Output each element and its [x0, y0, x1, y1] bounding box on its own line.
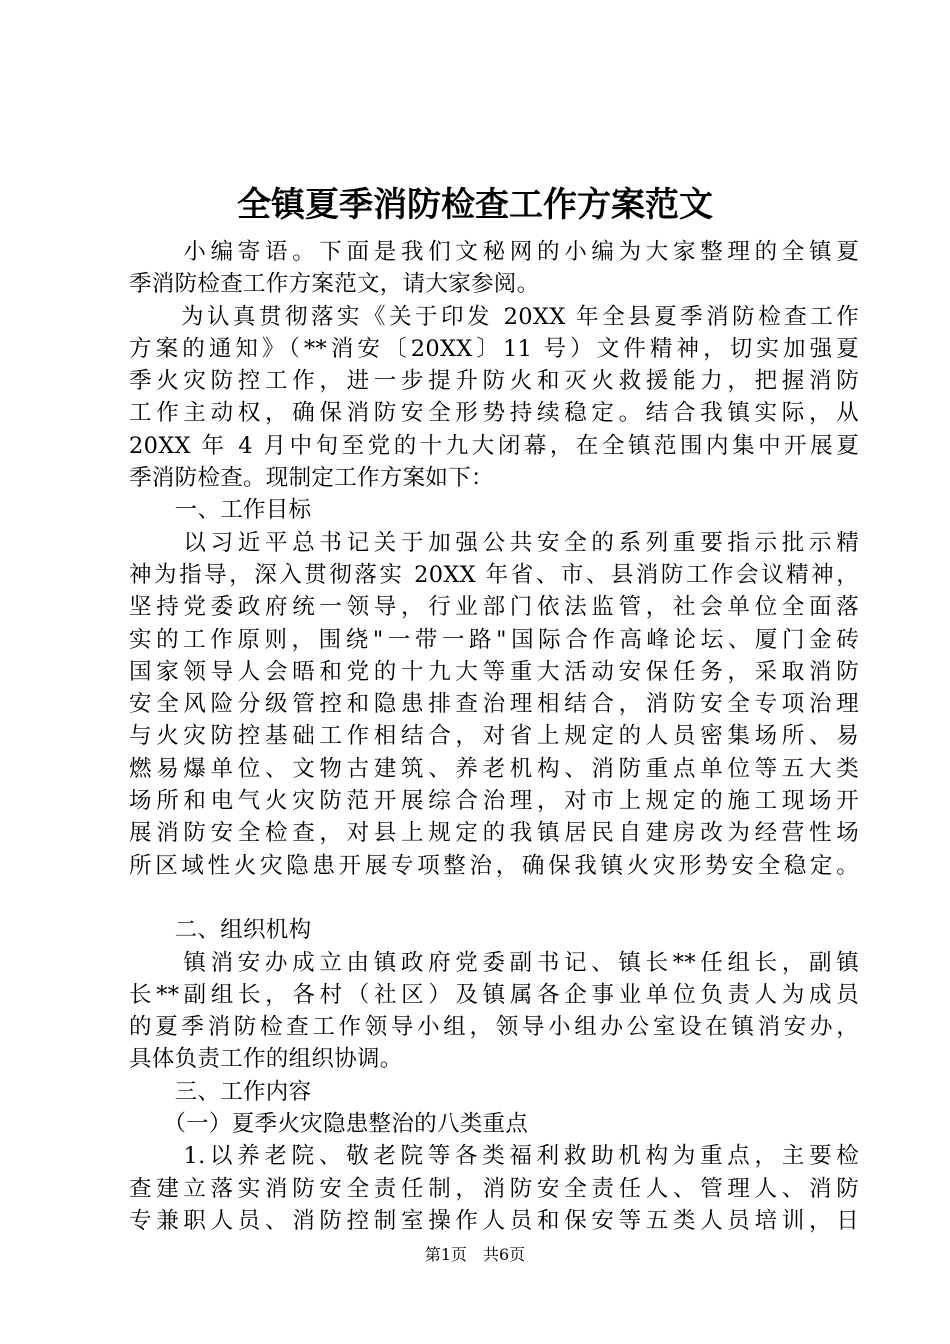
body-text-line: 季火灾防控工作，进一步提升防火和灭火救援能力，把握消防 [129, 368, 859, 395]
body-text-line: 场所和电气火灾防范开展综合治理，对市上规定的施工现场开 [129, 788, 859, 815]
body-text-line: 的夏季消防检查工作领导小组，领导小组办公室设在镇消安办， [129, 1014, 859, 1041]
body-text-line: 专兼职人员、消防控制室操作人员和保安等五类人员培训，日 [129, 1207, 859, 1234]
body-text-line: 方案的通知》（**消安〔20XX〕11 号）文件精神，切实加强夏 [129, 335, 859, 362]
body-text-line: 季消防检查工作方案范文，请大家参阅。 [129, 271, 540, 298]
body-text-line: 燃易爆单位、文物古建筑、养老机构、消防重点单位等五大类 [129, 755, 859, 782]
body-text-line: 为认真贯彻落实《关于印发 20XX 年全县夏季消防检查工作 [129, 303, 859, 330]
body-text-line: 一、工作目标 [129, 497, 312, 524]
body-text-line: 小编寄语。下面是我们文秘网的小编为大家整理的全镇夏 [129, 239, 859, 265]
body-text-line: 与火灾防控基础工作相结合，对省上规定的人员密集场所、易 [129, 723, 859, 750]
body-text-line: 工作主动权，确保消防安全形势持续稳定。结合我镇实际，从 [129, 400, 859, 427]
body-text-line: 具体负责工作的组织协调。 [129, 1046, 403, 1073]
body-text-line: 所区域性火灾隐患开展专项整治，确保我镇火灾形势安全稳定。 [129, 852, 859, 879]
body-text-line: 季消防检查。现制定工作方案如下： [129, 465, 494, 492]
body-text-line: 安全风险分级管控和隐患排查治理相结合，消防安全专项治理 [129, 691, 859, 718]
document-title: 全镇夏季消防检查工作方案范文 [237, 185, 713, 225]
document-body [129, 236, 859, 1237]
body-text-line: 20XX 年 4 月中旬至党的十九大闭幕，在全镇范围内集中开展夏 [129, 432, 859, 459]
body-text-line: 展消防安全检查，对县上规定的我镇居民自建房改为经营性场 [129, 820, 859, 847]
body-text-line: （一）夏季火灾隐患整治的八类重点 [129, 1111, 529, 1138]
body-text-line: 以习近平总书记关于加强公共安全的系列重要指示批示精 [129, 529, 859, 556]
body-text-line: 国家领导人会晤和党的十九大等重大活动安保任务，采取消防 [129, 658, 859, 685]
body-text-line: 实的工作原则，围绕"一带一路"国际合作高峰论坛、厦门金砖 [129, 626, 859, 653]
body-text-line: 镇消安办成立由镇政府党委副书记、镇长**任组长，副镇 [129, 949, 859, 976]
body-text-line: 1.以养老院、敬老院等各类福利救助机构为重点，主要检 [129, 1143, 859, 1170]
body-text-line: 查建立落实消防安全责任制，消防安全责任人、管理人、消防 [129, 1175, 859, 1202]
body-text-line: 长**副组长，各村（社区）及镇属各企事业单位负责人为成员 [129, 981, 859, 1008]
body-text-line: 二、组织机构 [129, 917, 312, 944]
body-text-line: 神为指导，深入贯彻落实 20XX 年省、市、县消防工作会议精神， [129, 561, 859, 588]
page-footer: 第1页 共6页 [424, 1245, 526, 1264]
body-text-line: 坚持党委政府统一领导，行业部门依法监管，社会单位全面落 [129, 594, 859, 621]
blank-line [129, 882, 859, 914]
body-text-line: 三、工作内容 [129, 1078, 312, 1105]
